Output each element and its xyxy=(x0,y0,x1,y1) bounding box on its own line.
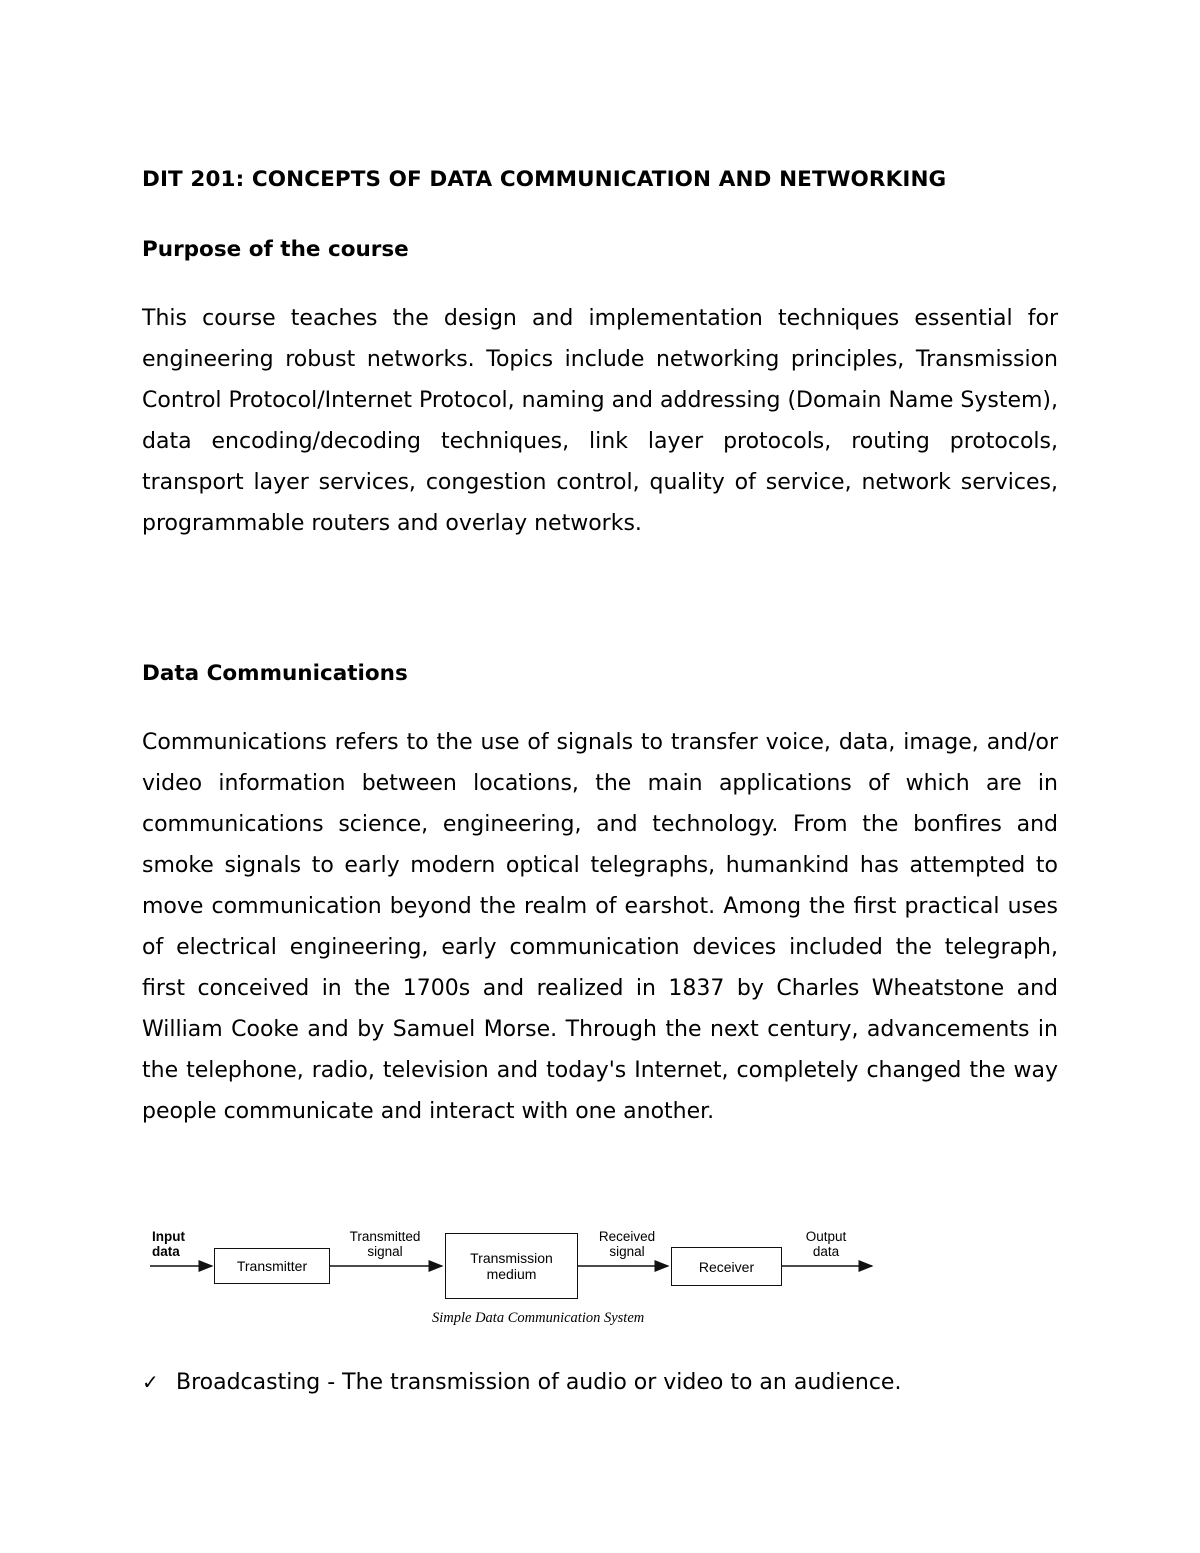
document-title: DIT 201: CONCEPTS OF DATA COMMUNICATION AND NETWORKING xyxy=(142,167,947,192)
communication-system-diagram xyxy=(142,1200,882,1335)
bullet-text: Broadcasting - The transmission of audio or video to an audience. xyxy=(176,1370,902,1395)
check-icon: ✓ xyxy=(142,1370,159,1394)
diagram-caption: Simple Data Communication System xyxy=(432,1310,645,1326)
section-heading-data-communications: Data Communications xyxy=(142,661,408,686)
transmission-medium-box: Transmission medium xyxy=(445,1233,578,1299)
section-paragraph-purpose: This course teaches the design and implementation techniques essential for engineering robust networks. Topics include networking principles, Transmission Control Protocol/Internet Protocol, naming and addressing (Domain Name System), data encoding/decoding techniques, link layer protocols, routing protocols, transport layer services, congestion control, quality of service, network services, programmable routers and overlay networks. xyxy=(142,306,1058,536)
output-data-label: Output data xyxy=(805,1229,847,1259)
input-data-label: Input data xyxy=(152,1229,185,1259)
section-paragraph-data-communications: Communications refers to the use of signals to transfer voice, data, image, and/or video information between locations, the main applications of which are in communications science, engineering, and technology. From the bonfires and smoke signals to early modern optical telegraphs, humankind has attempted to move communication beyond the realm of earshot. Among the first practical uses of electrical engineering, early communication devices included the telegraph, first conceived in the 1700s and realized in 1837 by Charles Wheatstone and William Cooke and by Samuel Morse. Through the next century, advancements in the telephone, radio, television and today's Internet, completely changed the way people communicate and interact with one another. xyxy=(142,730,1058,1124)
transmitted-signal-label: Transmitted signal xyxy=(349,1229,421,1259)
transmitter-box: Transmitter xyxy=(214,1248,330,1284)
received-signal-label: Received signal xyxy=(598,1229,656,1259)
bullet-item-broadcasting xyxy=(142,1370,901,1395)
section-heading-purpose: Purpose of the course xyxy=(142,237,409,262)
receiver-box: Receiver xyxy=(671,1247,782,1286)
